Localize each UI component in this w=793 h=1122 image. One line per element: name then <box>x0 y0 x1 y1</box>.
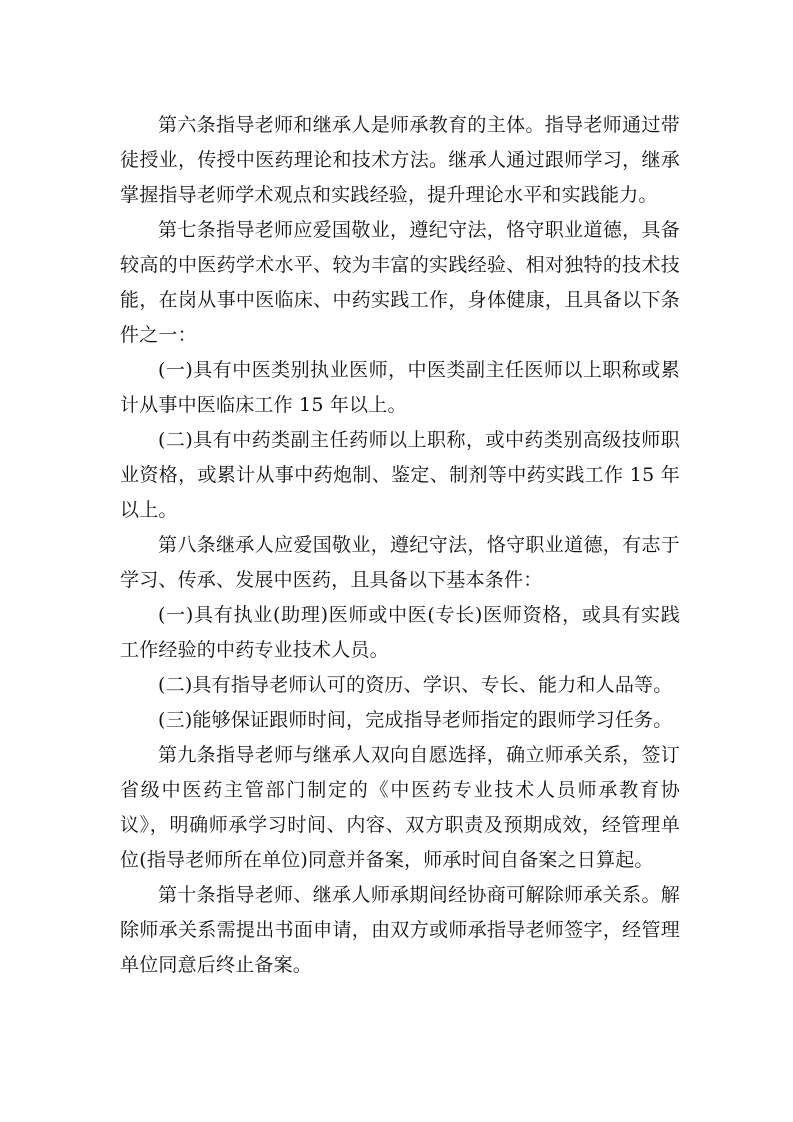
paragraph-article-8-item-1: (一)具有执业(助理)医师或中医(专长)医师资格，或具有实践工作经验的中药专业技术人员。 <box>120 604 680 661</box>
paragraph-article-6: 第六条指导老师和继承人是师承教育的主体。指导老师通过带徒授业，传授中医药理论和技术方法。继承人通过跟师学习，继承掌握指导老师学术观点和实践经验，提升理论水平和实践能力。 <box>120 114 680 206</box>
paragraph-article-9: 第九条指导老师与继承人双向自愿选择，确立师承关系，签订省级中医药主管部门制定的《中医药专业技术人员师承教育协议》，明确师承学习时间、内容、双方职责及预期成效，经管理单位(指导老师所在单位)同意并备案，师承时间自备案之日算起。 <box>120 744 680 871</box>
paragraph-article-7-item-1: (一)具有中医类别执业医师，中医类副主任医师以上职称或累计从事中医临床工作 15 年以上。 <box>120 359 680 416</box>
paragraph-article-7-item-2: (二)具有中药类副主任药师以上职称，或中药类别高级技师职业资格，或累计从事中药炮制、鉴定、制剂等中药实践工作 15 年以上。 <box>120 429 680 521</box>
paragraph-article-8: 第八条继承人应爱国敬业，遵纪守法，恪守职业道德，有志于学习、传承、发展中医药，且具备以下基本条件： <box>120 534 680 591</box>
paragraph-article-10: 第十条指导老师、继承人师承期间经协商可解除师承关系。解除师承关系需提出书面申请，由双方或师承指导老师签字，经管理单位同意后终止备案。 <box>120 884 680 976</box>
paragraph-article-8-item-3: (三)能够保证跟师时间，完成指导老师指定的跟师学习任务。 <box>158 709 673 731</box>
document-body <box>120 108 680 983</box>
paragraph-article-8-item-2: (二)具有指导老师认可的资历、学识、专长、能力和人品等。 <box>158 674 673 696</box>
paragraph-article-7: 第七条指导老师应爱国敬业，遵纪守法，恪守职业道德，具备较高的中医药学术水平、较为丰富的实践经验、相对独特的技术技能，在岗从事中医临床、中药实践工作，身体健康，且具备以下条件之一： <box>120 219 680 346</box>
